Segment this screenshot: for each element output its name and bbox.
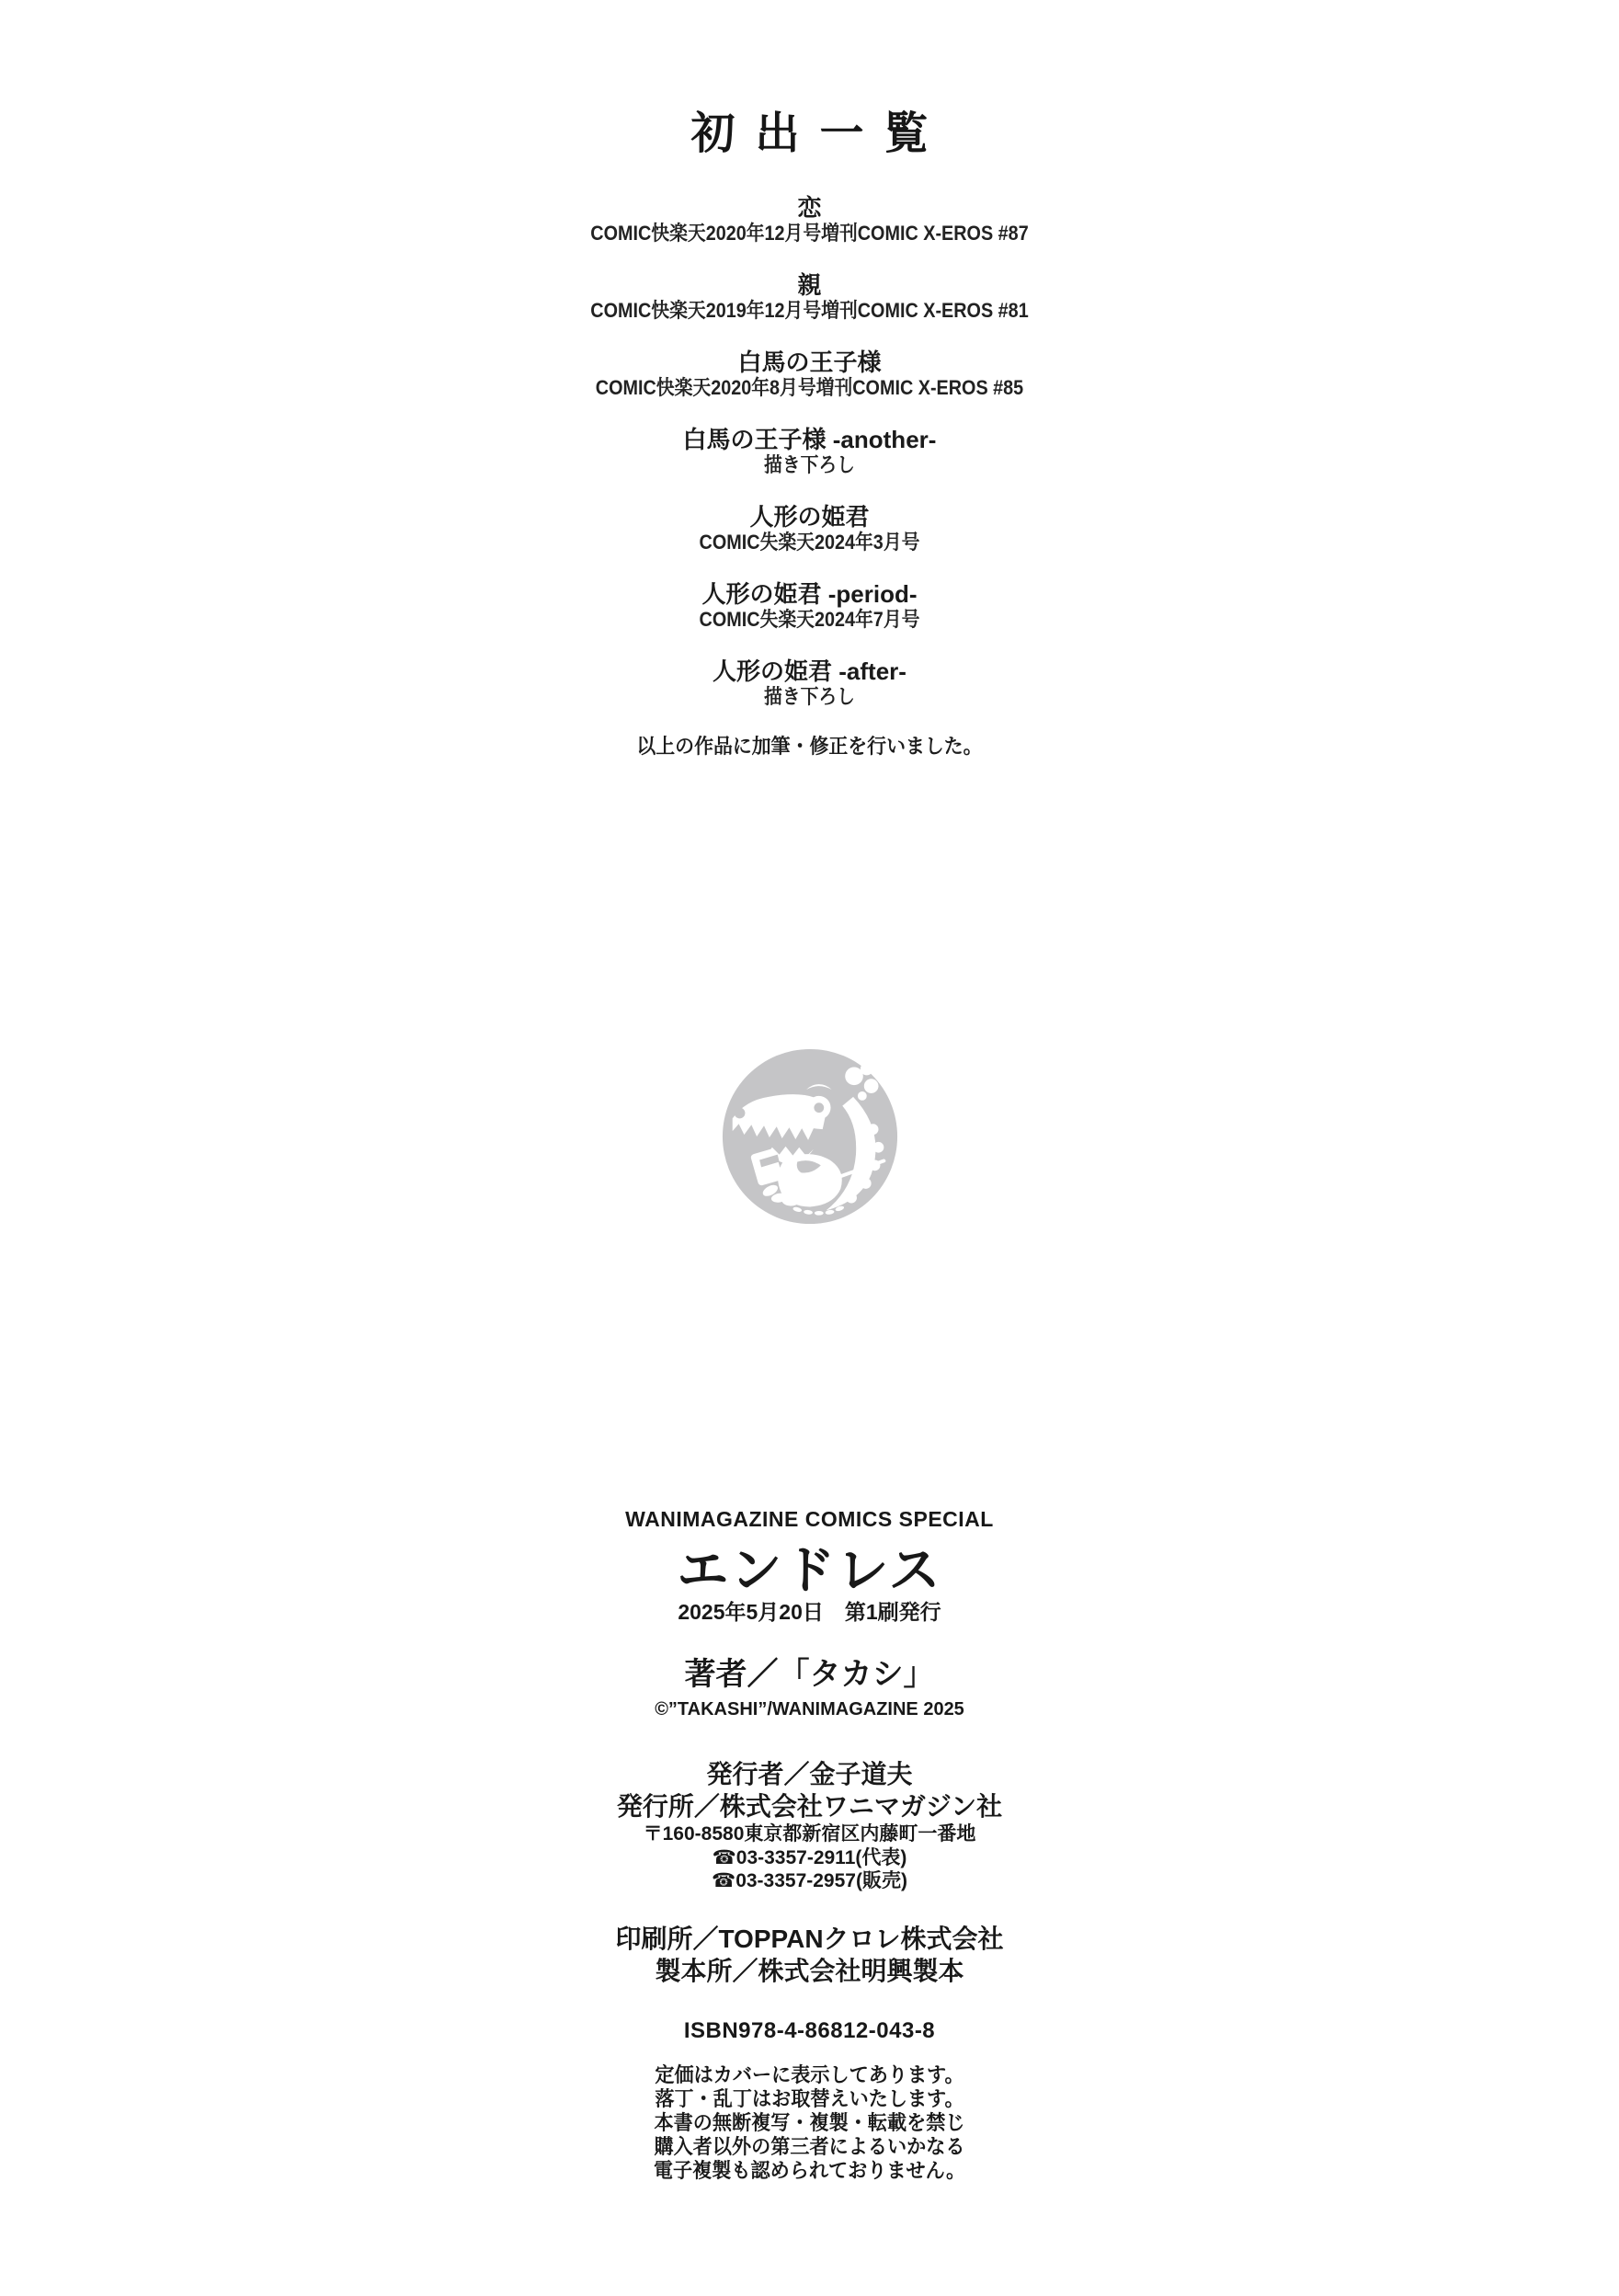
work-title: 白馬の王子様 -another- [682,426,937,453]
note-line: 落丁・乱丁はお取替えいたします。 [655,2087,964,2110]
work-source: COMIC快楽天2020年8月号増刊COMIC X-EROS #85 [595,376,1024,399]
series-label: WANIMAGAZINE COMICS SPECIAL [625,1507,994,1531]
printer-line: 印刷所／TOPPANクロレ株式会社 [615,1925,1004,1953]
work-source: 描き下ろし [763,453,855,476]
work-item [0,657,1619,708]
publisher-company: 発行所／株式会社ワニマガジン社 [616,1792,1003,1821]
work-title: 恋 [797,194,822,222]
page-title: 初出一覧 [690,109,949,158]
publisher-block [0,1758,1619,1892]
phone-sales: ☎03-3357-2957(販売) [712,1870,907,1891]
work-source: 描き下ろし [763,685,855,708]
work-item [0,194,1619,245]
work-title: 人形の姫君 -period- [701,580,918,608]
author-line: 著者／「タカシ」 [684,1657,935,1692]
work-title: 白馬の王子様 [737,348,882,376]
work-title: 人形の姫君 -after- [713,657,906,685]
printing-info: 2025年5月20日 第1刷発行 [678,1600,941,1624]
phone-main: ☎03-3357-2911(代表) [712,1847,907,1868]
work-item [0,580,1619,631]
binder-line: 製本所／株式会社明興製本 [655,1957,964,1985]
work-source: COMIC快楽天2019年12月号増刊COMIC X-EROS #81 [590,299,1029,322]
first-publication-section [0,109,1619,759]
work-item [0,348,1619,399]
work-title: 人形の姫君 [749,503,870,531]
printer-block [0,1923,1619,1987]
crocodile-icon [720,1046,900,1227]
publisher-address: 〒160-8580東京都新宿区内藤町一番地 [643,1823,976,1845]
work-item [0,503,1619,554]
work-item [0,426,1619,476]
book-title: エンドレス [677,1541,942,1599]
work-source: COMIC快楽天2020年12月号増刊COMIC X-EROS #87 [590,222,1029,245]
note-line: 定価はカバーに表示してあります。 [655,2063,964,2086]
work-item [0,271,1619,322]
work-source: COMIC失楽天2024年7月号 [699,608,920,631]
work-source: COMIC失楽天2024年3月号 [699,531,920,554]
copyright-line: ©”TAKASHI”/WANIMAGAZINE 2025 [655,1699,964,1719]
note-line: 電子複製も認められておりません。 [653,2159,966,2182]
note-line: 本書の無断複写・複製・転載を禁じ [654,2111,965,2134]
publisher-logo [0,1046,1619,1227]
publisher-person: 発行者／金子道夫 [706,1760,913,1788]
note-line: 購入者以外の第三者によるいかなる [654,2135,965,2158]
work-title: 親 [797,271,822,299]
revision-note: 以上の作品に加筆・修正を行いました。 [636,735,983,758]
isbn: ISBN978-4-86812-043-8 [683,2018,936,2043]
colophon-section [0,1508,1619,2183]
legal-notes [0,2063,1619,2183]
